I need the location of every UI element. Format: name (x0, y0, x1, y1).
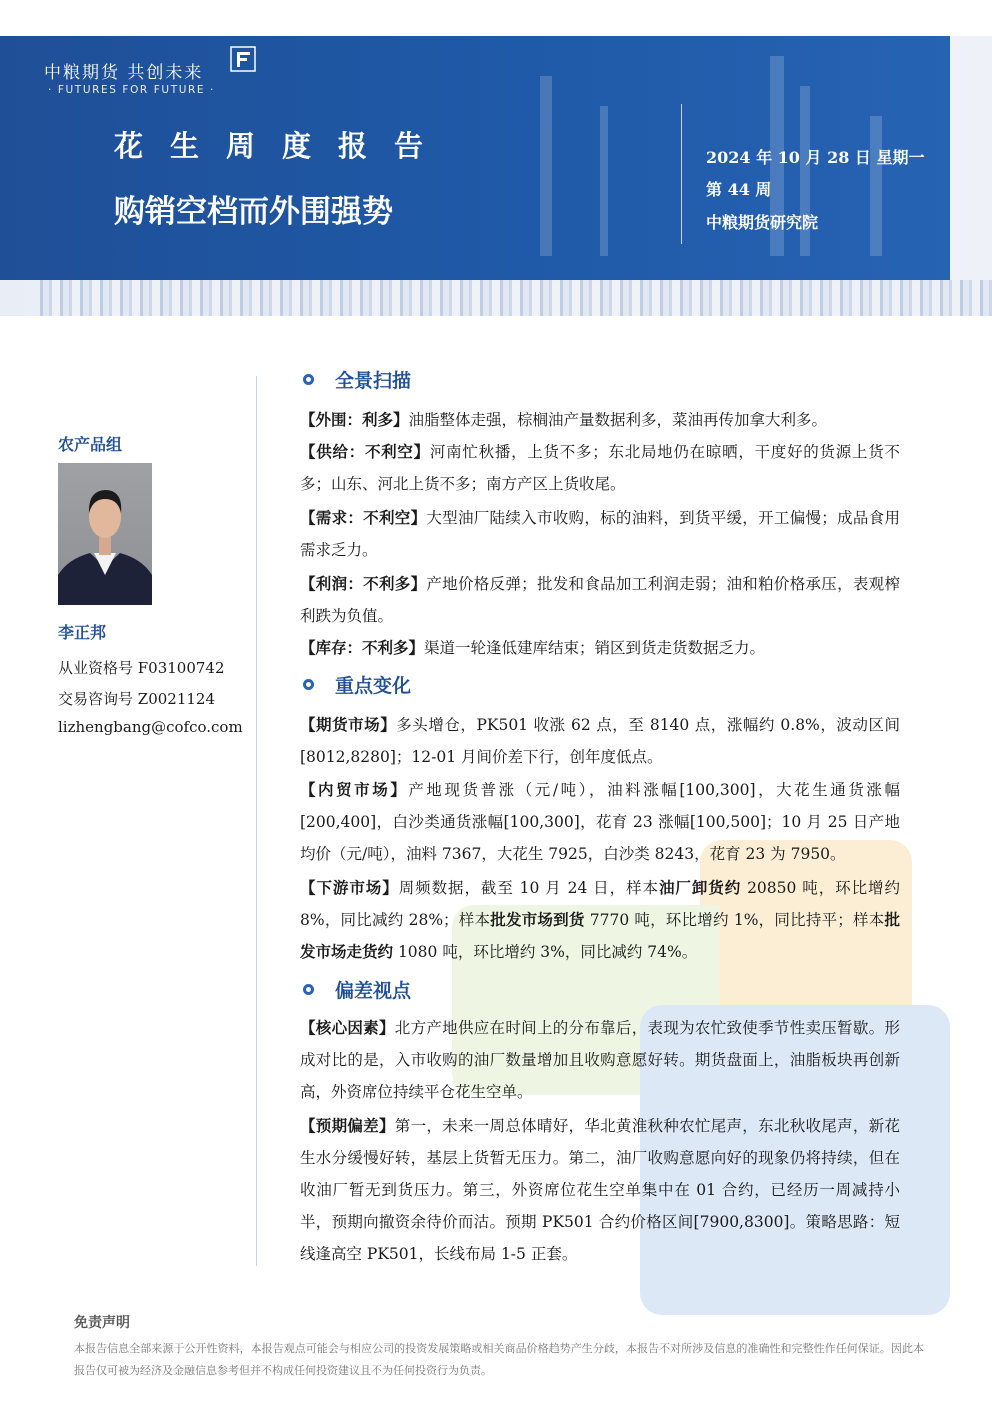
person-icon (58, 463, 152, 605)
overview-item-inventory: 【库存：不利多】渠道一轮逢低建库结束；销区到货走货数据乏力。 (300, 638, 766, 657)
author-email[interactable]: lizhengbang@cofco.com (58, 718, 243, 736)
disclaimer-text: 本报告信息全部来源于公开性资料，本报告观点可能会与相应公司的投资发展策略或相关商品价格趋势产生分歧，本报告不对所涉及信息的准确性和完整性作任何保证。因此本报告仅可被为经济及金融信息参考但并不构成任何投资建议且不为任何投资行为负责。 (74, 1342, 924, 1377)
deviation-core: 【核心因素】北方产地供应在时间上的分布靠后，表现为农忙致使季节性卖压暂歇。形成对比的是，入市收购的油厂数量增加且收购意愿好转。期货盘面上，油脂板块再创新高，外资席位持续平仓花生空单。 (300, 1018, 900, 1101)
report-kind: 花生周度报告 (114, 129, 451, 163)
header-stripes (40, 280, 992, 316)
changes-downstream: 【下游市场】周频数据，截至 10 月 24 日，样本油厂卸货约 20850 吨，环比增约 8%，同比减约 28%；样本批发市场到货 7770 吨，环比增约 1%，同比持平；样本批发市场走货约 1080 吨，环比增约 3%，同比减约 74%。 (300, 878, 900, 961)
circle-bullet-icon (303, 984, 314, 995)
changes-domestic: 【内贸市场】产地现货普涨（元/吨），油料涨幅[100,300]，大花生通货涨幅[200,400]，白沙类通货涨幅[100,300]，花育 23 涨幅[100,500]；10 月 25 日产地均价（元/吨），油料 7367，大花生 7925，白沙类 8243，花育 23 为 7950。 (300, 780, 900, 863)
circle-bullet-icon (303, 679, 314, 690)
header-divider (681, 104, 682, 244)
sidebar-divider (256, 376, 257, 1266)
overview-item-demand: 【需求：不利空】大型油厂陆续入市收购，标的油料，到货平缓，开工偏慢；成品食用需求乏力。 (300, 508, 900, 559)
section-title: 全景扫描 (335, 369, 412, 392)
author-photo (58, 463, 152, 605)
overview-item-external: 【外围：利多】油脂整体走强，棕榈油产量数据利多，菜油再传加拿大利多。 (300, 410, 828, 429)
group-name: 农产品组 (58, 435, 123, 454)
deviation-expectation: 【预期偏差】第一，未来一周总体晴好，华北黄淮秋种农忙尾声，东北秋收尾声，新花生水分缓慢好转，基层上货暂无压力。第二，油厂收购意愿向好的现象仍将持续，但在收油厂暂无到货压力。第三，外资席位花生空单集中在 01 合约，已经历一周减持小半，预期向撤资余待价而沽。预期 PK501 合约价格区间[7900,8300]。策略思路：短线逢高空 PK501，长线布局 1-5 正套。 (300, 1116, 900, 1263)
section-changes-header (300, 671, 411, 697)
company-logo-icon (230, 46, 256, 72)
section-title: 重点变化 (335, 674, 412, 697)
changes-futures: 【期货市场】多头增仓，PK501 收涨 62 点，至 8140 点，涨幅约 0.8%，波动区间[8012,8280]；12-01 月间价差下行，创年度低点。 (300, 715, 900, 766)
author-name: 李正邦 (58, 623, 107, 642)
section-overview-header (300, 366, 411, 392)
report-date: 2024 年 10 月 28 日 星期一 (706, 148, 925, 167)
section-deviation-header (300, 976, 411, 1002)
consulting-number: 交易咨询号 Z0021124 (58, 690, 215, 708)
report-week: 第 44 周 (706, 180, 772, 199)
section-title: 偏差视点 (335, 979, 412, 1002)
brand-name: 中粮期货 共创未来 (44, 63, 204, 83)
report-title: 购销空档而外围强势 (114, 194, 393, 230)
overview-item-supply: 【供给：不利空】河南忙秋播，上货不多；东北局地仍在晾晒，干度好的货源上货不多；山东、河北上货不多；南方产区上货收尾。 (300, 442, 900, 493)
brand-slogan: · FUTURES FOR FUTURE · (48, 84, 215, 96)
qualification-number: 从业资格号 F03100742 (58, 659, 225, 677)
circle-bullet-icon (303, 374, 314, 385)
report-institute: 中粮期货研究院 (706, 213, 819, 232)
overview-item-profit: 【利润：不利多】产地价格反弹；批发和食品加工利润走弱；油和粕价格承压，表观榨利跌为负值。 (300, 574, 900, 625)
disclaimer-title: 免责声明 (74, 1315, 130, 1331)
